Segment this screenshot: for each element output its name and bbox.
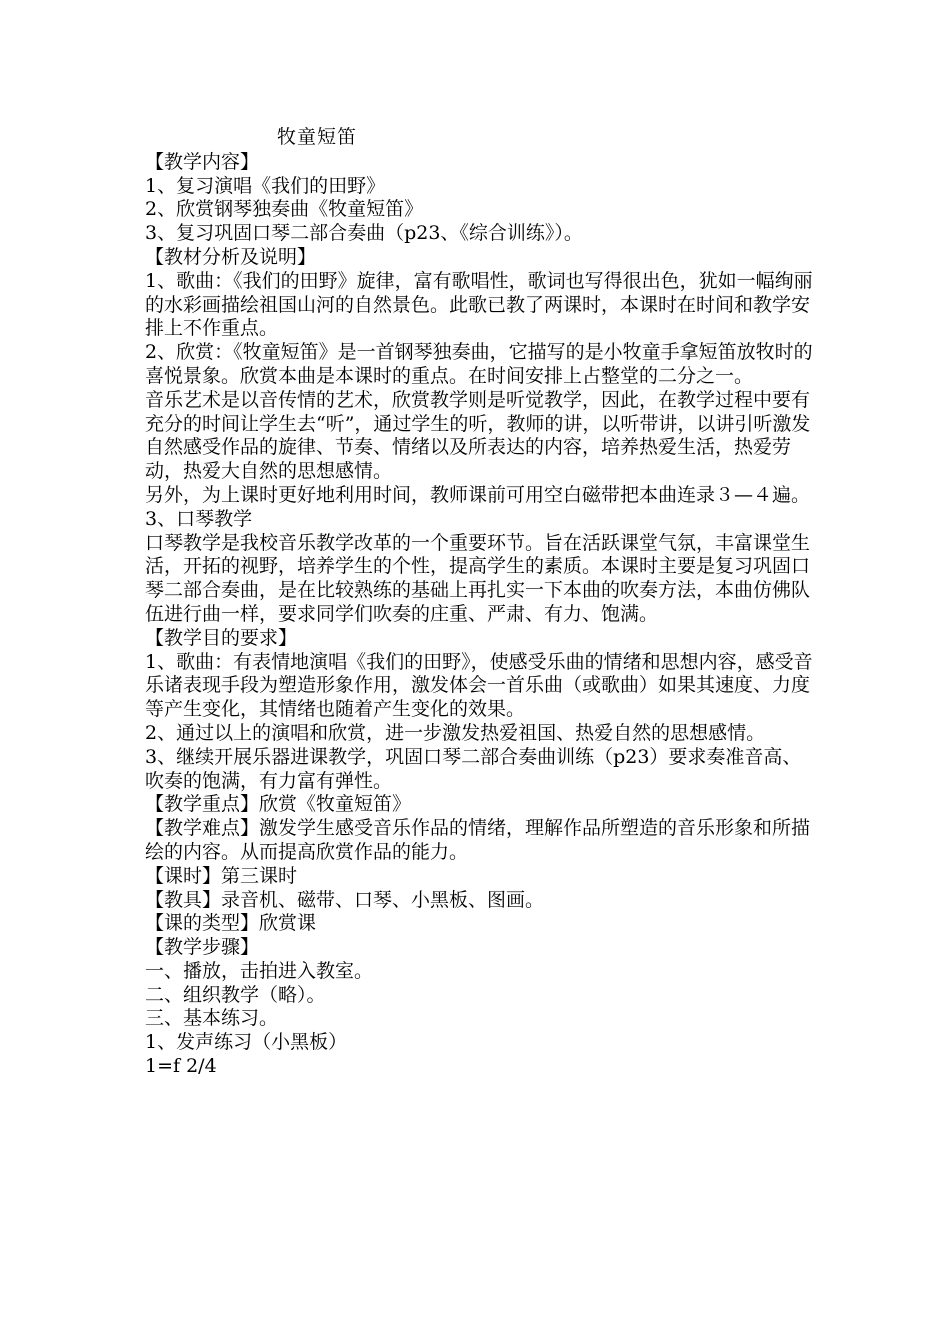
paragraph: 三、基本练习。 (145, 1007, 279, 1030)
paragraph: 1、发声练习（小黑板） (145, 1031, 348, 1054)
paragraph: 1、歌曲：《我们的田野》旋律，富有歌唱性，歌词也写得很出色，犹如一幅绚丽的水彩画描绘祖国山河的自然景色。此歌已教了两课时，本课时在时间和教学安排上不作重点。 (145, 269, 813, 340)
section-heading-analysis: 【教材分析及说明】 (145, 245, 317, 268)
paragraph: 音乐艺术是以音传情的艺术，欣赏教学则是听觉教学，因此，在教学过程中要有充分的时间让学生去“听”，通过学生的听，教师的讲，以听带讲，以讲引听激发自然感受作品的旋律、节奏、情绪以及所表达的内容，培养热爱生活，热爱劳动，热爱大自然的思想感情。 (145, 388, 811, 483)
paragraph: 2、欣赏钢琴独奏曲《牧童短笛》 (145, 198, 424, 221)
document-title: 牧童短笛 (277, 126, 358, 148)
paragraph: 另外，为上课时更好地利用时间，教师课前可用空白磁带把本曲连录３—４遍。 (145, 483, 811, 506)
paragraph: 1=f 2/4 (145, 1055, 217, 1078)
paragraph: 3、继续开展乐器进课教学，巩固口琴二部合奏曲训练（p23）要求奏准音高、吹奏的饱满，有力富有弹性。 (145, 745, 802, 792)
paragraph-teaching-aids: 【教具】录音机、磁带、口琴、小黑板、图画。 (145, 888, 545, 911)
section-heading-content: 【教学内容】 (145, 150, 260, 173)
section-heading-objectives: 【教学目的要求】 (145, 626, 298, 649)
paragraph: 3、复习巩固口琴二部合奏曲（p23、《综合训练》）。 (145, 222, 583, 245)
paragraph: 1、歌曲：有表情地演唱《我们的田野》，使感受乐曲的情绪和思想内容，感受音乐诸表现手段为塑造形象作用，激发体会一首乐曲（或歌曲）如果其速度、力度等产生变化，其情绪也随着产生变化的效果。 (145, 650, 813, 721)
paragraph: 一、播放，击拍进入教室。 (145, 959, 374, 982)
paragraph: 3、口琴教学 (145, 507, 253, 530)
paragraph-lesson-type: 【课的类型】欣赏课 (145, 912, 317, 935)
paragraph: 口琴教学是我校音乐教学改革的一个重要环节。旨在活跃课堂气氛，丰富课堂生活，开拓的视野，培养学生的个性，提高学生的素质。本课时主要是复习巩固口琴二部合奏曲，是在比较熟练的基础上再扎实一下本曲的吹奏方法，本曲仿佛队伍进行曲一样，要求同学们吹奏的庄重、严肃、有力、饱满。 (145, 531, 811, 625)
paragraph-class-hours: 【课时】第三课时 (145, 864, 298, 887)
section-heading-steps: 【教学步骤】 (145, 936, 260, 959)
paragraph: 二、组织教学（略）。 (145, 983, 326, 1006)
paragraph: 2、通过以上的演唱和欣赏，进一步激发热爱祖国、热爱自然的思想感情。 (145, 721, 766, 744)
document-body (145, 126, 815, 1079)
paragraph: 2、欣赏：《牧童短笛》是一首钢琴独奏曲，它描写的是小牧童手拿短笛放牧时的喜悦景象。欣赏本曲是本课时的重点。在时间安排上占整堂的二分之一。 (145, 341, 813, 387)
paragraph: 1、复习演唱《我们的田野》 (145, 174, 386, 197)
paragraph-key-point: 【教学重点】欣赏《牧童短笛》 (145, 793, 412, 816)
paragraph-difficulty: 【教学难点】激发学生感受音乐作品的情绪，理解作品所塑造的音乐形象和所描绘的内容。从而提高欣赏作品的能力。 (145, 817, 811, 863)
